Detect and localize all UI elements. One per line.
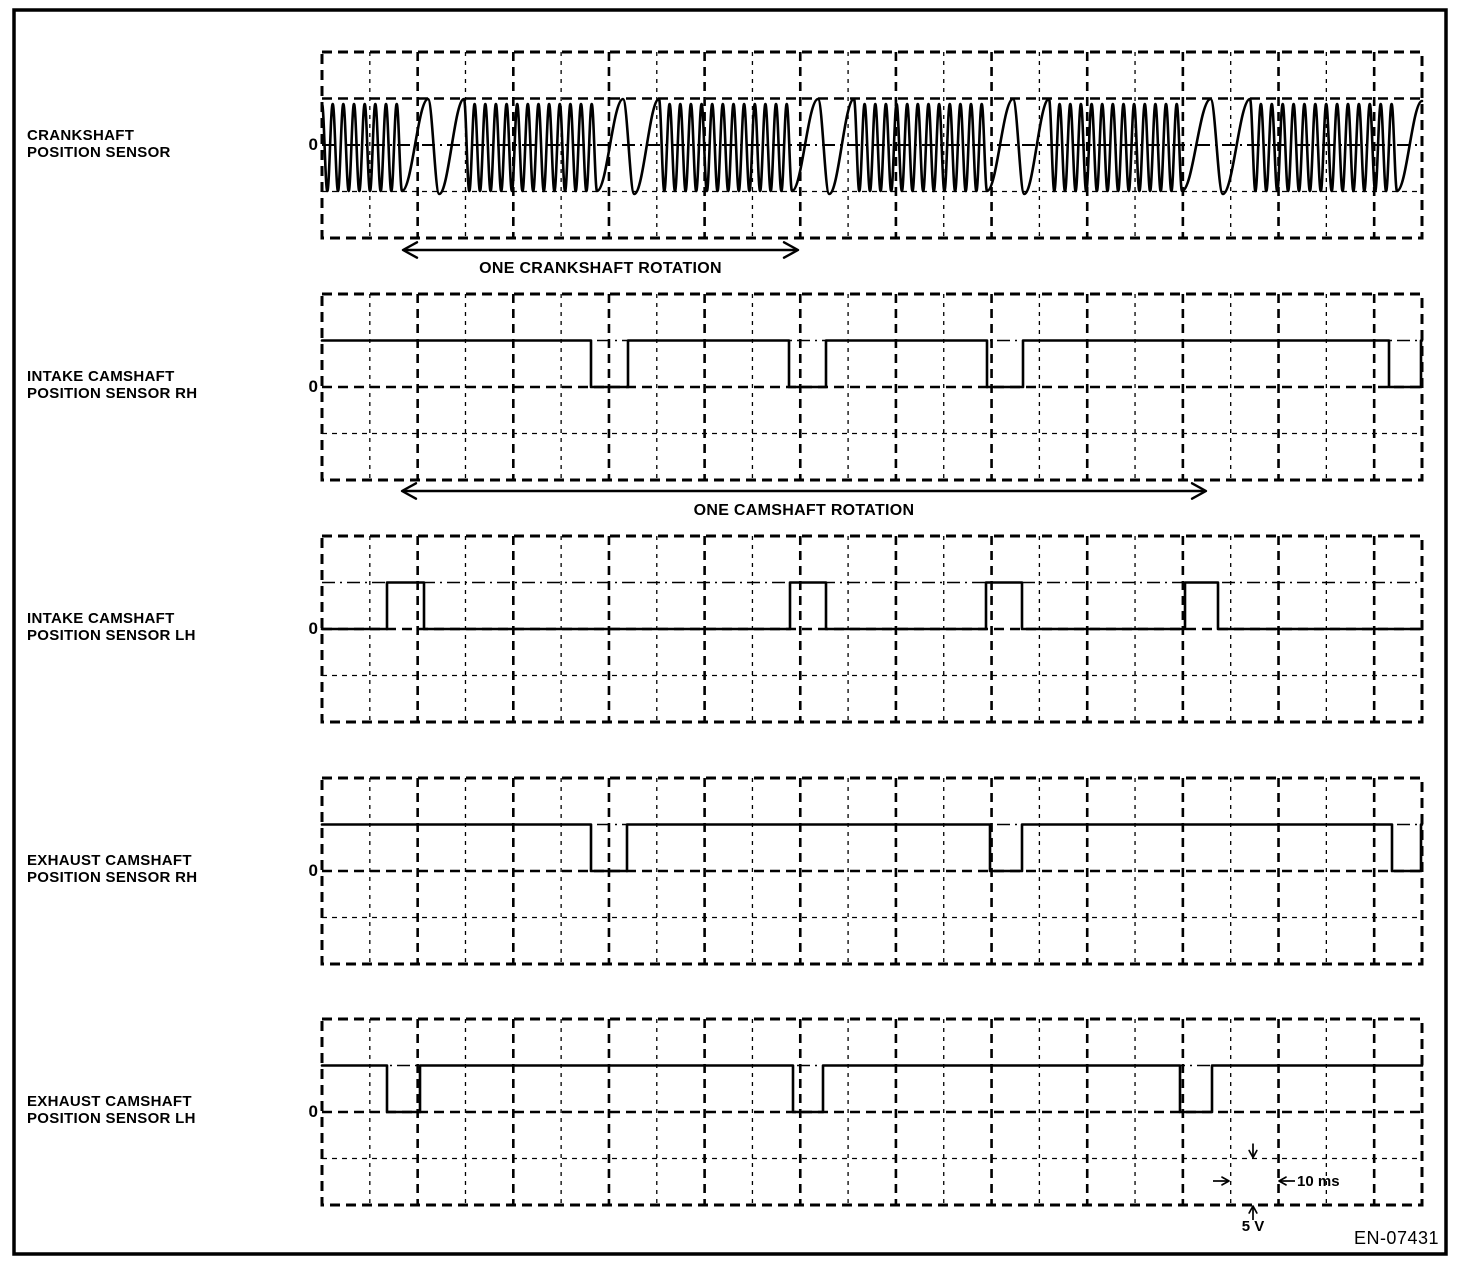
zero-label-crankshaft: 0 <box>308 135 318 154</box>
one-camshaft-rotation-label: ONE CAMSHAFT ROTATION <box>693 502 915 519</box>
label-line-2: POSITION SENSOR LH <box>27 627 196 644</box>
time-scale-label: 10 ms <box>1297 1173 1340 1190</box>
label-line-1: EXHAUST CAMSHAFT <box>27 1093 192 1110</box>
panel-grid-intake-camshaft-position-sensor-rh <box>322 294 1422 480</box>
signal-exhaust-camshaft-position-sensor-lh <box>322 1066 1422 1113</box>
label-line-1: INTAKE CAMSHAFT <box>27 610 175 627</box>
panel-grid-exhaust-camshaft-position-sensor-rh <box>322 778 1422 964</box>
one-crankshaft-rotation-arrow <box>403 242 798 257</box>
label-line-2: POSITION SENSOR <box>27 144 171 161</box>
label-line-1: EXHAUST CAMSHAFT <box>27 852 192 869</box>
exhaust-cam-lh-sensor-label <box>27 1093 307 1127</box>
exhaust-cam-rh-sensor-label <box>27 852 307 886</box>
zero-label-intake-lh: 0 <box>308 619 318 638</box>
voltage-scale-label: 5 V <box>1241 1218 1265 1235</box>
volt-scale-arrows <box>1249 1144 1257 1221</box>
intake-cam-lh-sensor-label <box>27 610 307 644</box>
figure-code: EN-07431 <box>1353 1228 1439 1248</box>
label-line-1: CRANKSHAFT <box>27 127 135 144</box>
signal-intake-camshaft-position-sensor-lh <box>322 583 1422 630</box>
crankshaft-sensor-label <box>27 127 307 161</box>
label-line-1: INTAKE CAMSHAFT <box>27 368 175 385</box>
signal-intake-camshaft-position-sensor-rh <box>322 341 1422 388</box>
label-line-2: POSITION SENSOR RH <box>27 869 198 886</box>
panel-grid-exhaust-camshaft-position-sensor-lh <box>322 1019 1422 1205</box>
label-line-2: POSITION SENSOR LH <box>27 1110 196 1127</box>
one-crankshaft-rotation-label: ONE CRANKSHAFT ROTATION <box>479 260 722 277</box>
zero-label-exhaust-lh: 0 <box>308 1102 318 1121</box>
label-line-2: POSITION SENSOR RH <box>27 385 198 402</box>
zero-label-intake-rh: 0 <box>308 377 318 396</box>
signal-crankshaft-position-sensor <box>322 99 1422 194</box>
signal-exhaust-camshaft-position-sensor-rh <box>322 825 1422 872</box>
intake-cam-rh-sensor-label <box>27 368 307 402</box>
time-scale-arrows <box>1213 1177 1295 1185</box>
zero-label-exhaust-rh: 0 <box>308 861 318 880</box>
one-camshaft-rotation-arrow <box>402 483 1206 498</box>
